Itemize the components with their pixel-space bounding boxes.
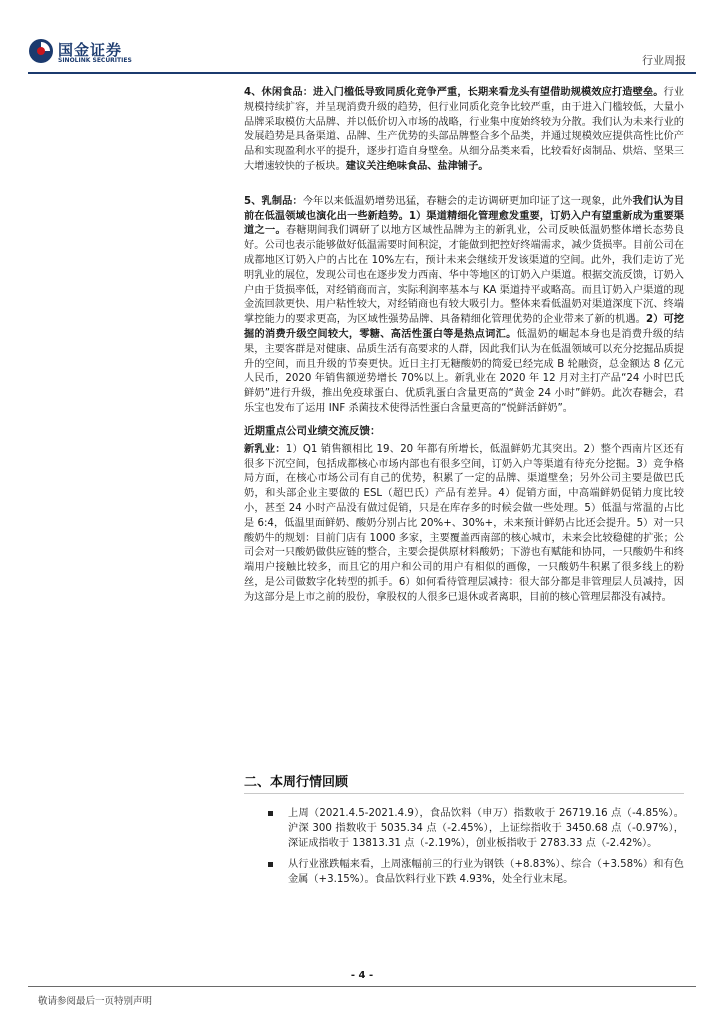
- paragraph-snack-food: [244, 86, 684, 175]
- list-item: [268, 806, 684, 851]
- page-header: [0, 0, 724, 76]
- article-body: [244, 86, 684, 606]
- page-number: - 4 -: [350, 970, 374, 981]
- section-divider: [244, 793, 684, 794]
- dairy-text-1: 今年以来低温奶增势迅猛，春糖会的走访调研更加印证了这一现象，此外: [302, 195, 633, 207]
- section-title-weekly-review: 二、本周行情回顾: [244, 775, 349, 790]
- snack-food-heading: 4、休闲食品：进入门槛低导致同质化竞争严重，长期来看龙头有望借助规模效应打造壁垒。: [244, 87, 664, 98]
- list-item-text: 上周（2021.4.5-2021.4.9），食品饮料（申万）指数收于 26719.16 点（-4.85%）。沪深 300 指数收于 5035.34 点（-2.45%），上证综指收于 3450.68 点（-0.97%），深证成指收于 13813.31 点（-2.19%），创业板指收于 2783.33 点（-2.42%）。: [288, 808, 684, 849]
- weekly-review-list: [268, 806, 684, 887]
- list-item-text: 从行业涨跌幅来看，上周涨幅前三的行业为钢铁（+8.83%）、综合（+3.58%）和有色金属（+3.15%）。食品饮料行业下跌 4.93%，处全行业末尾。: [288, 859, 684, 885]
- dairy-text-3: 低温奶的崛起本身也是消费升级的结果，主要客群是对健康、品质生活有高要求的人群，因此我们认为在低温领域可以充分挖掘品质提升的空间，而且升级的节奏更快。近日主打无糖酸奶的简爱已经完成 B 轮融资，总金额达 8 亿元人民币，2020 年销售额逆势增长 70%以上。新乳业在 2020 年 12 月对主打产品“24 小时巴氏鲜奶”进行升级，推出免疫球蛋白、优质乳蛋白含量更高的“黄金 24 小时”鲜奶。此次春糖会，君乐宝也发布了运用 INF 杀菌技术使得活性蛋白含量更高的“悦鲜活鲜奶”。: [244, 328, 684, 414]
- snack-food-recommendation: 建议关注绝味食品、盐津铺子。: [345, 160, 489, 172]
- logo-english-name: SINOLINK SECURITIES: [58, 57, 132, 64]
- footer-disclaimer: 敬请参阅最后一页特别声明: [38, 996, 153, 1007]
- dairy-text-2: 春糖期间我们调研了以地方区域性品牌为主的新乳业，公司反映低温奶整体增长态势良好。公司也表示能够做好低温需要时间积淀，才能做到把控好终端需求，减少货损率。目前公司在成都地区订奶入户的占比在 10%左右，预计未来会继续开发该渠道的空间。此外，我们走访了光明乳业的展位，发现公司也在逐步发力西南、华中等地区的订奶入户渠道。根据交流反馈，订奶入户由于货损率低，对经销商而言，实际利润率基本与 KA 渠道持平或略高。而且订奶入户渠道的现金流回款更快、用户粘性较大，对经销商也有较大吸引力。整体来看低温奶对渠道深度下沉、终端掌控能力的要求更高，为区域性强势品牌、具备精细化管理优势的企业带来了新的机遇。: [244, 225, 685, 326]
- company-feedback-text: 1）Q1 销售额相比 19、20 年都有所增长，低温鲜奶尤其突出。2）整个西南片区还有很多下沉空间，包括成都核心市场内部也有很多空间，订奶入户等渠道有待充分挖掘。3）竞争格局方面，在核心市场公司有自己的优势，积累了一定的品牌、渠道壁垒；另外公司主要是做巴氏奶，和头部企业主要做的 ESL（超巴氏）产品有差异。4）促销方面，中高端鲜奶促销力度比较小，甚至 24 小时产品没有做过促销，只是在库存多的时候会做一些处理。5）低温与常温的占比是 6:4，低温里面鲜奶、酸奶分别占比 20%+、30%+，未来预计鲜奶占比还会提升。5）对一只酸奶牛的规划：目前门店有 1000 多家，主要覆盖西南部的核心城市，未来会比较稳健的扩张；公司会对一只酸奶做供应链的整合，主要会提供原材料酸奶；下游也有赋能和协同，一只酸奶牛和终端用户接触比较多，而且它的用户和公司的用户有相似的画像，一只酸奶牛积累了很多线上的粉丝，是公司做数字化转型的抓手。6）如何看待管理层减持：很大部分都是非管理层人员减持，因为这部分是上市之前的股份，拿股权的人很多已退休或者离职，目前的核心管理层都没有减持。: [244, 443, 685, 603]
- square-bullet-icon: [268, 811, 273, 816]
- logo-chinese-name: 国金证券: [58, 41, 123, 59]
- list-item: [268, 857, 684, 887]
- snack-food-text: 行业规模持续扩容，并呈现消费升级的趋势，但行业同质化竞争比较严重，由于进入门槛较低，大量小品牌采取模仿大品牌、并以低价切入市场的战略，行业集中度始终较为分散。我们认为未来行业的发展趋势是具备渠道、品牌、生产优势的头部品牌整合多个品类，并通过规模效应提供高性比价产品和实现盈利水平的提升，逐步打造自身壁垒。从细分品类来看，比较看好卤制品、烘焙、坚果三大增速较快的子板块。: [244, 87, 684, 172]
- dairy-trend-1: 我们认为目前在低温领域也演化出一些新趋势。1）渠道精细化管理愈发重要，订奶入户有望重新成为重要渠道之一。: [244, 195, 685, 237]
- company-feedback-heading: 近期重点公司业绩交流反馈：: [244, 424, 381, 437]
- footer-divider: [28, 986, 696, 987]
- header-divider: [28, 72, 696, 74]
- company-name: 新乳业：: [244, 443, 286, 455]
- report-type: 行业周报: [642, 54, 686, 67]
- square-bullet-icon: [268, 862, 273, 867]
- paragraph-dairy: [244, 195, 684, 417]
- dairy-trend-2: 2）可挖掘的消费升级空间较大，零糖、高活性蛋白等是热点词汇。: [244, 314, 684, 340]
- dairy-lead: 5、乳制品：: [244, 195, 303, 207]
- paragraph-new-dairy: [244, 443, 684, 606]
- sinolink-logo-icon: [28, 38, 54, 64]
